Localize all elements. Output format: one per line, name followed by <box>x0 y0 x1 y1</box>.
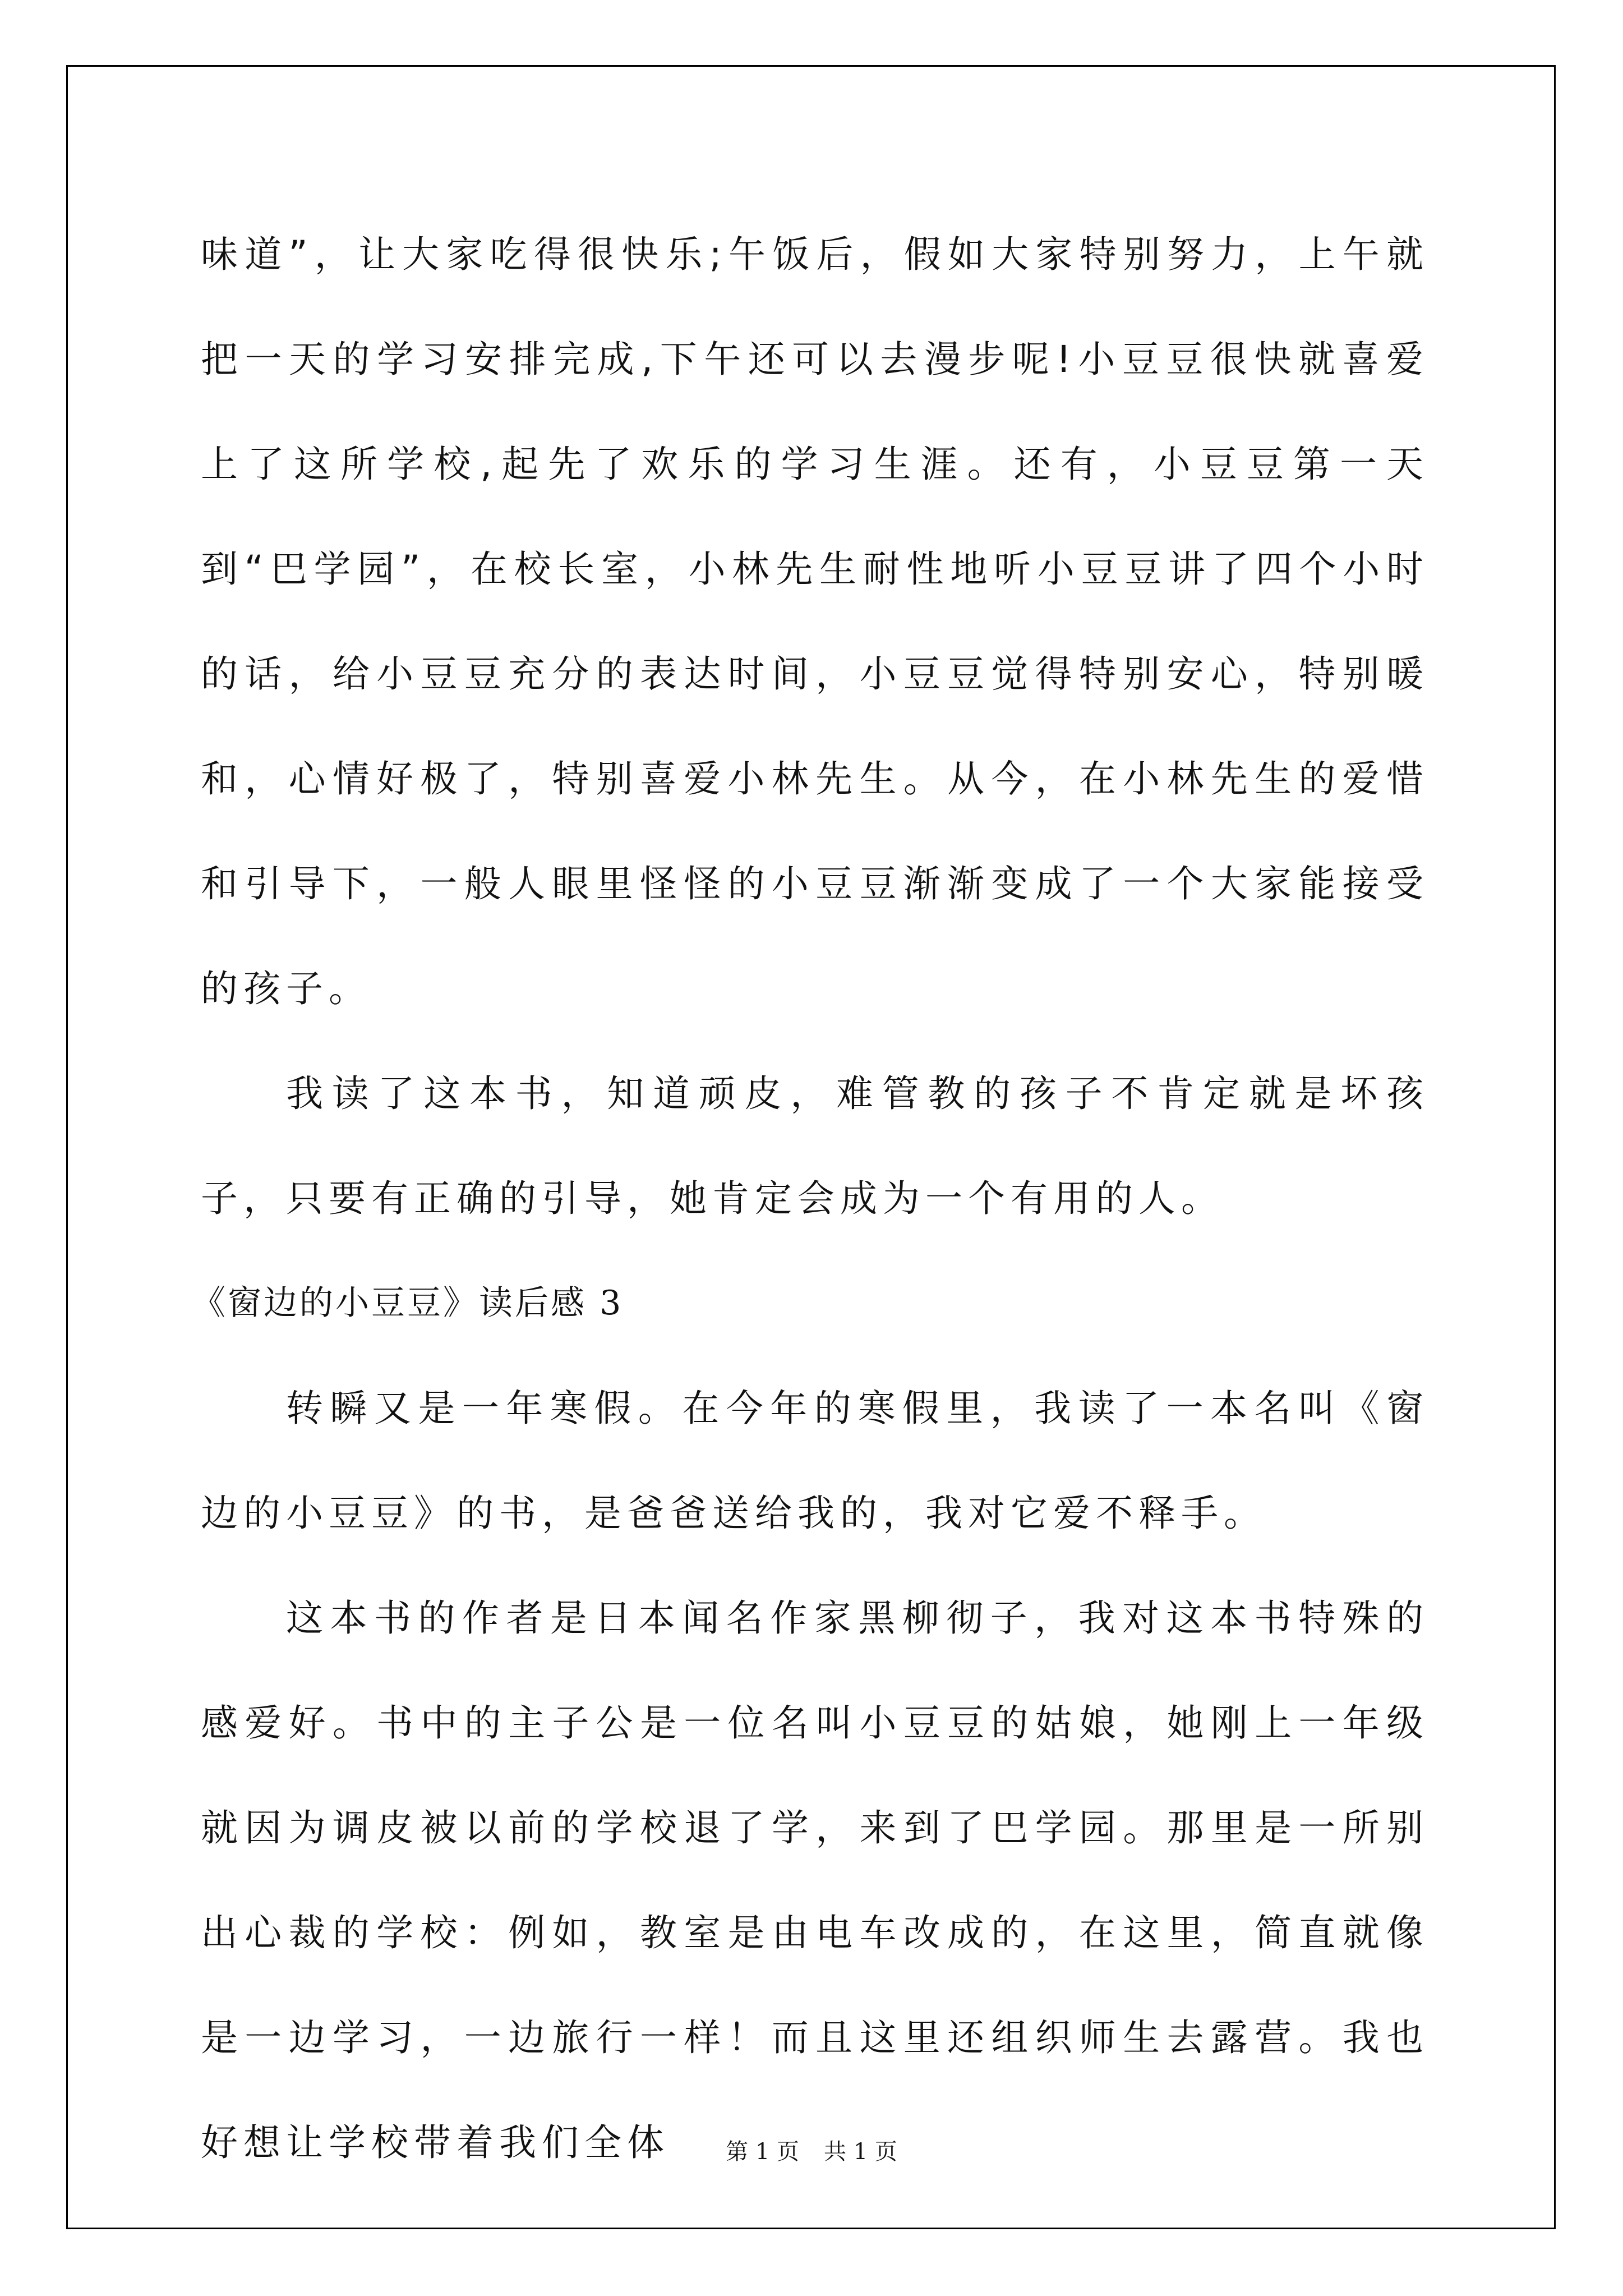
total-pages: 共 1 页 <box>824 2139 897 2165</box>
paragraph-intro: 转瞬又是一年寒假。在今年的寒假里，我读了一本名叫《窗边的小豆豆》的书，是爸爸送给我的，我对它爱不释手。 <box>201 1387 1429 1535</box>
page-footer <box>0 2136 1623 2168</box>
document-body <box>192 202 1429 2195</box>
section-heading: 《窗边的小豆豆》读后感 3 <box>192 1283 624 1323</box>
page-number: 第 1 页 <box>726 2139 799 2165</box>
paragraph-continuation: 味道”，让大家吃得很快乐;午饭后，假如大家特别努力，上午就把一天的学习安排完成,下午还可以去漫步呢!小豆豆很快就喜爱上了这所学校,起先了欢乐的学习生涯。还有，小豆豆第一天到“巴学园”，在校长室，小林先生耐性地听小豆豆讲了四个小时的话，给小豆豆充分的表达时间，小豆豆觉得特别安心，特别暖和，心情好极了，特别喜爱小林先生。从今，在小林先生的爱惜和引导下，一般人眼里怪怪的小豆豆渐渐变成了一个大家能接受的孩子。 <box>201 233 1429 1010</box>
paragraph-reflection: 我读了这本书，知道顽皮，难管教的孩子不肯定就是坏孩子，只要有正确的引导，她肯定会成为一个有用的人。 <box>201 1072 1429 1220</box>
paragraph-author: 这本书的作者是日本闻名作家黑柳彻子，我对这本书特殊的感爱好。书中的主子公是一位名叫小豆豆的姑娘，她刚上一年级就因为调皮被以前的学校退了学，来到了巴学园。那里是一所别出心裁的学校：例如，教室是由电车改成的，在这里，简直就像是一边学习，一边旅行一样！而且这里还组织师生去露营。我也好想让学校带着我们全体 <box>201 1596 1429 2164</box>
